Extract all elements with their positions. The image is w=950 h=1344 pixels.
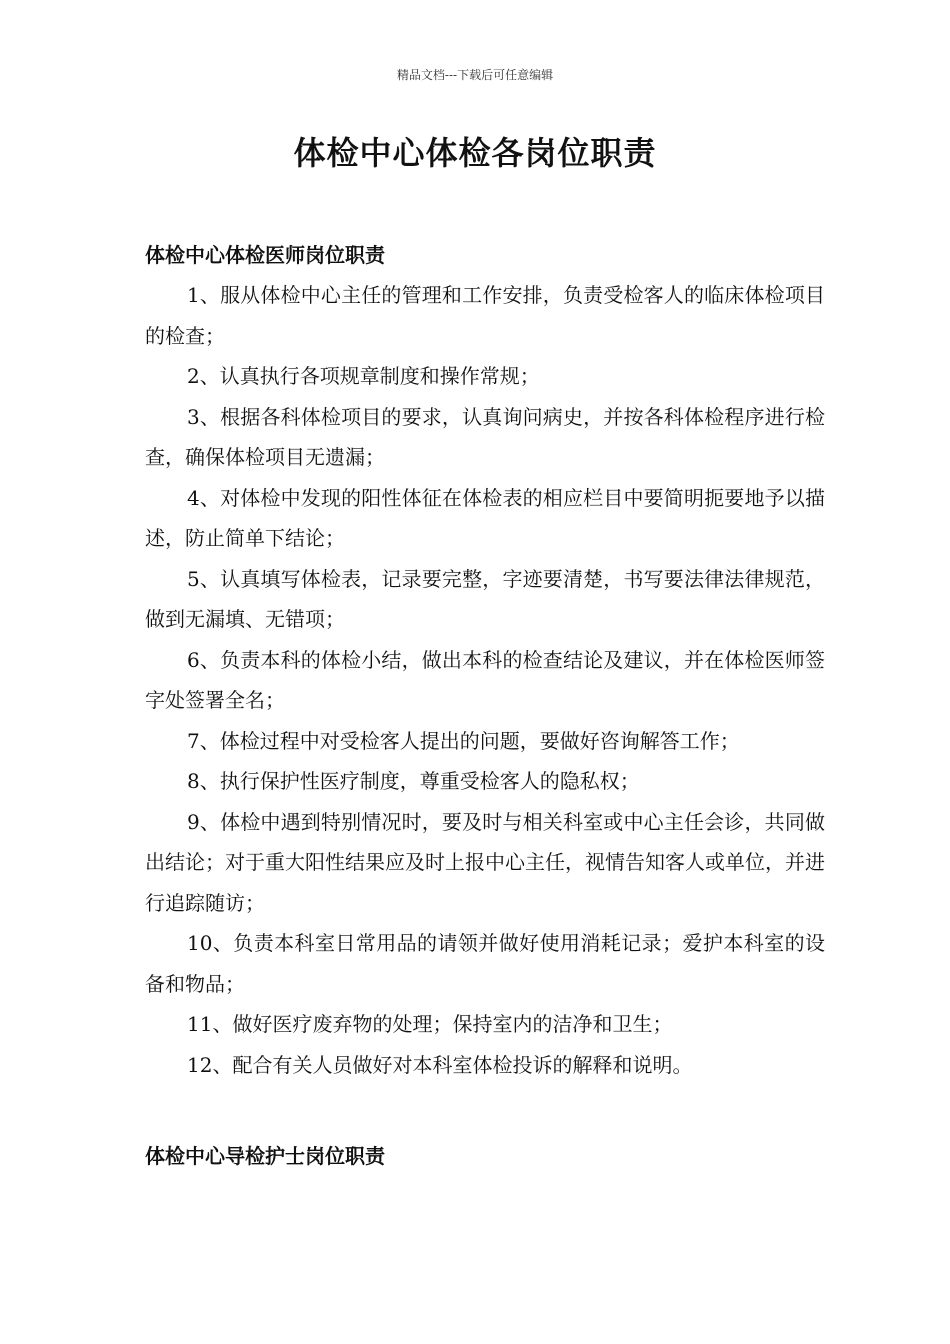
- duty-item: 1、服从体检中心主任的管理和工作安排，负责受检客人的临床体检项目的检查；: [145, 283, 825, 348]
- duty-item: 2、认真执行各项规章制度和操作常规；: [187, 364, 540, 388]
- duty-item: 5、认真填写体检表，记录要完整，字迹要清楚，书写要法律法律规范，做到无漏填、无错项；: [145, 566, 825, 631]
- page-header: 精品文档---下载后可任意编辑: [396, 68, 554, 82]
- duty-item: 8、执行保护性医疗制度，尊重受检客人的隐私权；: [187, 769, 640, 793]
- duty-item: 11、做好医疗废弃物的处理；保持室内的洁净和卫生；: [187, 1012, 673, 1036]
- duty-item: 10、负责本科室日常用品的请领并做好使用消耗记录；爱护本科室的设备和物品；: [145, 931, 825, 996]
- duty-item: 7、体检过程中对受检客人提出的问题，要做好咨询解答工作；: [187, 728, 740, 753]
- duty-item: 4、对体检中发现的阳性体征在体检表的相应栏目中要简明扼要地予以描述，防止简单下结论；: [145, 485, 825, 550]
- duty-item: 3、根据各科体检项目的要求，认真询问病史，并按各科体检程序进行检查，确保体检项目无遗漏；: [145, 404, 825, 469]
- section-physician-duties: [145, 235, 825, 1085]
- section-nurse-duties: [145, 1136, 825, 1176]
- section-heading: 体检中心导检护士岗位职责: [145, 1144, 385, 1168]
- document-title: 体检中心体检各岗位职责: [293, 134, 657, 172]
- section-heading: 体检中心体检医师岗位职责: [145, 243, 385, 267]
- duty-item: 9、体检中遇到特别情况时，要及时与相关科室或中心主任会诊，共同做出结论；对于重大阳性结果应及时上报中心主任，视情告知客人或单位，并进行追踪随访；: [145, 809, 825, 915]
- duty-item: 6、负责本科的体检小结，做出本科的检查结论及建议，并在体检医师签字处签署全名；: [145, 647, 825, 712]
- duty-item: 12、配合有关人员做好对本科室体检投诉的解释和说明。: [187, 1052, 693, 1077]
